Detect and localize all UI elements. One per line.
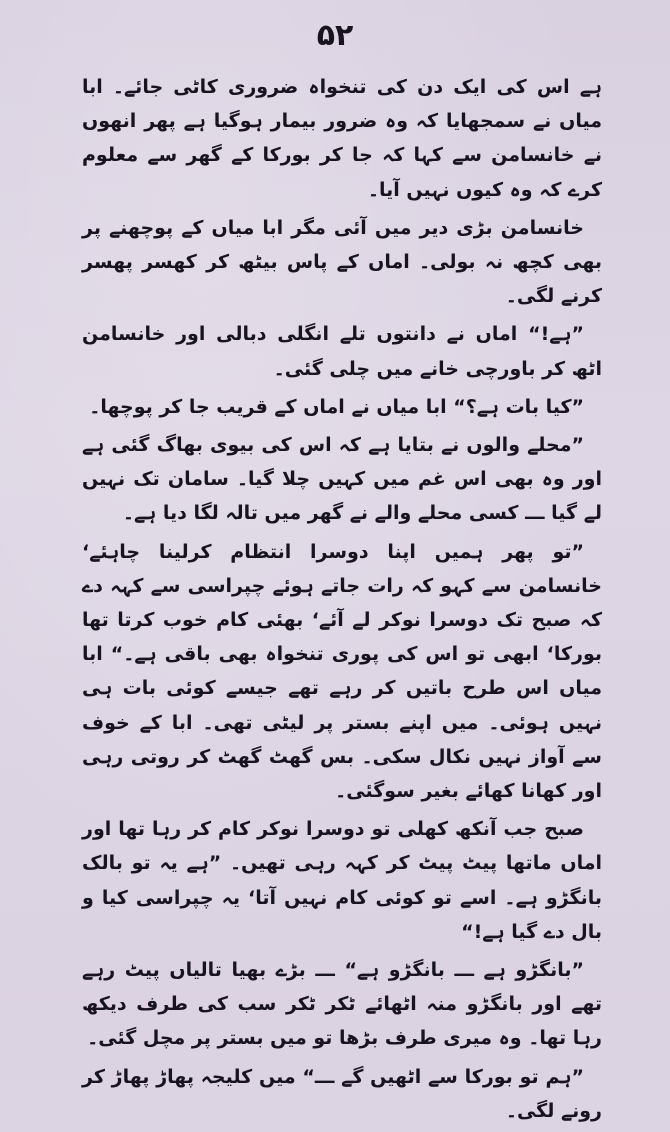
paragraph-8: ”بانگڑو ہے ـــ بانگڑو ہے“ ـــ بڑے بھیا تالیاں پیٹ رہے تھے اور بانگڑو منہ اٹھائے ٹکر ٹکر سب کی طرف دیکھ رہا تھا۔ وہ میری طرف بڑھا تو میں بستر پر مچل گئی۔ xyxy=(82,959,602,1050)
paragraph-7: صبح جب آنکھ کھلی تو دوسرا نوکر کام کر رہا تھا اور اماں ماتھا پیٹ پیٹ کر کہہ رہی تھیں۔ ”ہے یہ تو بالک بانگڑو ہے۔ اسے تو کوئی کام نہیں آتا‘ یہ چپراسی کیا و بال دے گیا ہے!“ xyxy=(82,818,602,943)
paragraph-3: ”ہے!“ اماں نے دانتوں تلے انگلی دبالی اور خانسامن اٹھ کر باورچی خانے میں چلی گئی۔ xyxy=(82,323,602,380)
paragraph-1: ہے اس کی ایک دن کی تنخواہ ضروری کاٹی جائے۔ ابا میاں نے سمجھایا کہ وہ ضرور بیمار ہوگیا ہے پھر انھوں نے خانسامن سے کہا کہ جا کر بورکا کے گھر سے معلوم کرے کہ وہ کیوں نہیں آیا۔ xyxy=(82,76,602,201)
paragraph-2: خانسامن بڑی دیر میں آئی مگر ابا میاں کے پوچھنے پر بھی کچھ نہ بولی۔ اماں کے پاس بیٹھ کر کھسر پھسر کرنے لگی۔ xyxy=(82,216,602,308)
paragraph-6: ”تو پھر ہمیں اپنا دوسرا انتظام کرلینا چاہئے‘ خانسامن سے کہو کہ رات جاتے ہوئے چپراسی سے کہہ دے کہ صبح تک دوسرا نوکر لے آئے‘ بھئی کام خوب کرتا تھا بورکا‘ ابھی تو اس کی پوری تنخواہ بھی باقی ہے۔“ ابا میاں اس طرح باتیں کر رہے تھے جیسے کوئی بات ہی نہیں ہوئی۔ میں اپنے بستر پر لیٹی تھی۔ ابا کے خوف سے آواز نہیں نکال سکی۔ بس گھٹ گھٹ کر روتی رہی اور کھانا کھائے بغیر سوگئی۔ xyxy=(82,540,602,803)
page-text xyxy=(82,70,602,1132)
paragraph-5: ”محلے والوں نے بتایا ہے کہ اس کی بیوی بھاگ گئی ہے اور وہ بھی اس غم میں کہیں چلا گیا۔ سامان تک نہیں لے گیا ـــ کسی محلے والے نے گھر میں تالہ لگا دیا ہے۔ xyxy=(82,434,602,525)
paragraph-9: ”ہم تو بورکا سے اٹھیں گے ـــ“ میں کلیجہ پھاڑ پھاڑ کر رونے لگی۔ xyxy=(82,1065,602,1122)
paragraph-4: ”کیا بات ہے؟“ ابا میاں نے اماں کے قریب جا کر پوچھا۔ xyxy=(89,395,584,418)
page-number: ۵۲ xyxy=(316,18,354,53)
